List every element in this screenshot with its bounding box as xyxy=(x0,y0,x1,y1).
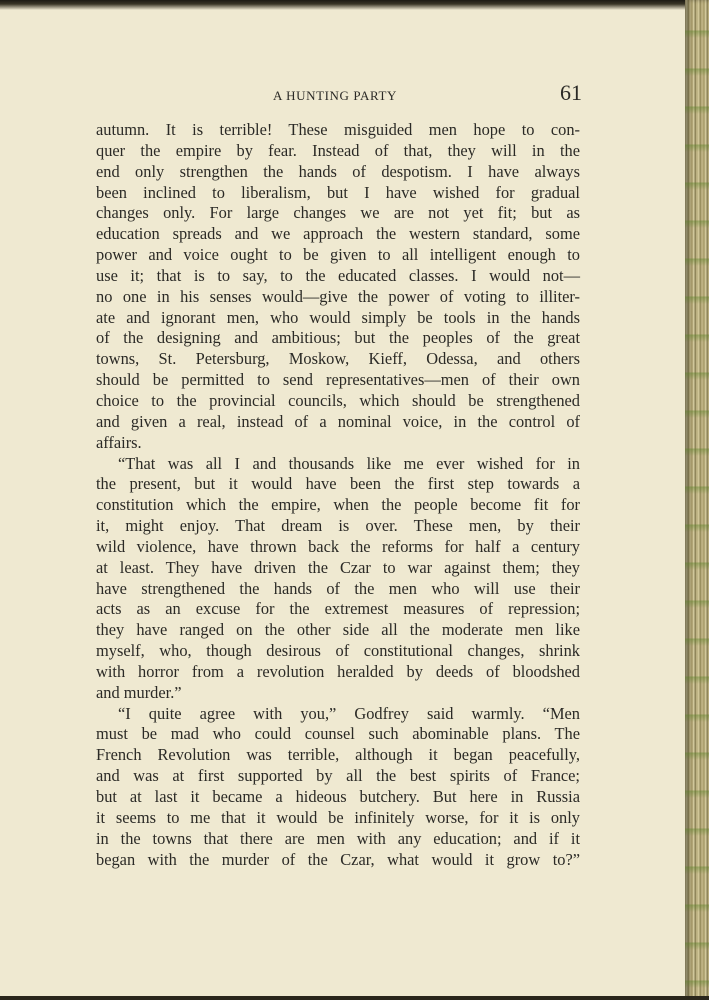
text-line: French Revolution was terrible, although it began peacefully, xyxy=(96,745,580,765)
text-line: it, might enjoy. That dream is over. These men, by their xyxy=(96,516,580,536)
text-line: myself, who, though desirous of constitutional changes, shrink xyxy=(96,641,580,661)
text-line: have strengthened the hands of the men who will use their xyxy=(96,578,580,598)
text-line: “I quite agree with you,” Godfrey said warmly. “Men xyxy=(118,703,580,723)
body-text xyxy=(96,120,580,870)
text-line: of the designing and ambitious; but the peoples of the great xyxy=(96,328,580,348)
text-line: the present, but it would have been the first step towards a xyxy=(96,474,580,494)
text-line: acts as an excuse for the extremest measures of repression; xyxy=(96,599,580,619)
text-line: use it; that is to say, to the educated classes. I would not— xyxy=(96,265,580,285)
book-spine-stain xyxy=(685,0,709,1000)
text-line: quer the empire by fear. Instead of that, they will in the xyxy=(96,140,580,160)
text-line: changes only. For large changes we are not yet fit; but as xyxy=(96,203,580,223)
text-line: with horror from a revolution heralded by deeds of bloodshed xyxy=(96,661,580,681)
running-head-title: A HUNTING PARTY xyxy=(273,88,398,103)
text-line: at least. They have driven the Czar to war against them; they xyxy=(96,557,580,577)
text-line: constitution which the empire, when the people become fit for xyxy=(96,495,580,515)
text-line: wild violence, have thrown back the reforms for half a century xyxy=(96,536,580,556)
page-number: 61 xyxy=(560,80,582,105)
text-line: and was at first supported by all the best spirits of France; xyxy=(96,766,580,786)
text-line: been inclined to liberalism, but I have wished for gradual xyxy=(96,182,580,202)
running-head xyxy=(0,80,709,110)
text-line: “That was all I and thousands like me ever wished for in xyxy=(118,453,580,473)
text-line: it seems to me that it would be infinitely worse, for it is only xyxy=(96,807,580,827)
text-line: no one in his senses would—give the power of voting to illiter- xyxy=(96,286,580,306)
text-line: they have ranged on the other side all the moderate men like xyxy=(96,620,580,640)
text-line: towns, St. Petersburg, Moskow, Kieff, Odessa, and others xyxy=(96,349,580,369)
page-bottom-edge xyxy=(0,996,709,1000)
text-line: ate and ignorant men, who would simply be tools in the hands xyxy=(96,307,580,327)
text-line: but at last it became a hideous butchery. But here in Russia xyxy=(96,787,580,806)
text-line: should be permitted to send representatives—men of their own xyxy=(96,370,580,390)
text-line: began with the murder of the Czar, what would it grow to?” xyxy=(96,849,580,869)
text-line: education spreads and we approach the western standard, some xyxy=(96,224,580,244)
text-line: and murder.” xyxy=(96,682,182,702)
text-line: in the towns that there are men with any education; and if it xyxy=(96,828,580,848)
page-top-edge xyxy=(0,0,709,10)
text-line: and given a real, instead of a nominal voice, in the control of xyxy=(96,411,580,431)
text-line: end only strengthen the hands of despotism. I have always xyxy=(96,161,580,181)
text-line: autumn. It is terrible! These misguided men hope to con- xyxy=(96,120,580,139)
text-line: choice to the provincial councils, which should be strengthened xyxy=(96,390,580,410)
text-line: power and voice ought to be given to all intelligent enough to xyxy=(96,245,580,265)
text-line: affairs. xyxy=(96,432,142,452)
text-line: must be mad who could counsel such abominable plans. The xyxy=(96,724,580,744)
